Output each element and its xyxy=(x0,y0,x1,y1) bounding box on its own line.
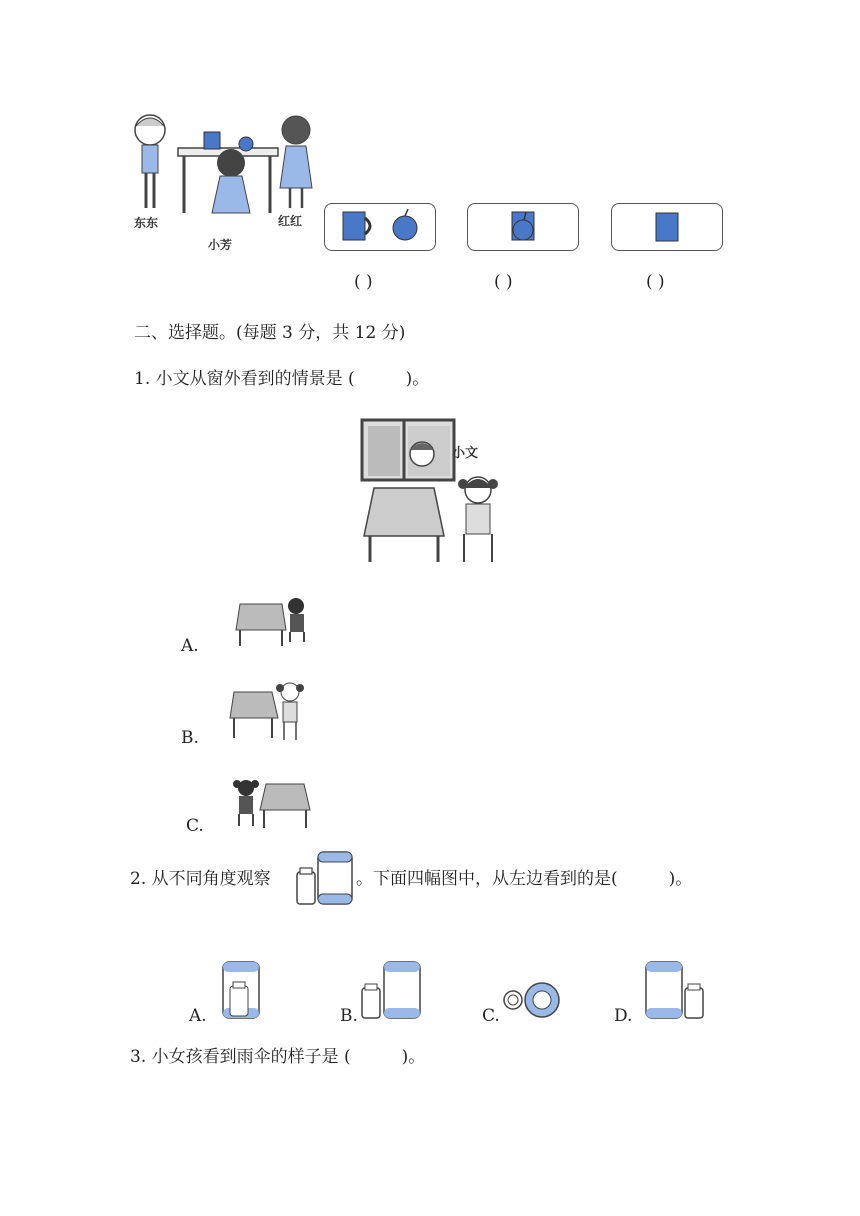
view-box-2 xyxy=(467,203,579,251)
q2-option-b-image[interactable] xyxy=(360,960,422,1022)
name-xiaowen: 小文 xyxy=(452,446,479,461)
name-dongdong: 东东 xyxy=(134,216,159,230)
question-3-text: 3. 小女孩看到雨伞的样子是 ( )。 xyxy=(130,1047,426,1067)
cup-only-icon xyxy=(612,204,722,250)
view-box-1 xyxy=(324,203,436,251)
q1-option-a-image[interactable] xyxy=(234,596,314,648)
q2-option-a-label[interactable]: A. xyxy=(189,1006,207,1026)
q1-option-c-image[interactable] xyxy=(228,776,318,832)
q1-option-c-label[interactable]: C. xyxy=(186,816,204,836)
cup-and-apple-icon xyxy=(325,204,435,250)
question-2-text-after: 。下面四幅图中，从左边看到的是( )。 xyxy=(356,869,693,889)
question-1-text: 1. 小文从窗外看到的情景是 ( )。 xyxy=(134,369,430,389)
section-heading: 二、选择题。(每题 3 分，共 12 分) xyxy=(134,323,406,343)
apple-in-front-of-cup-icon xyxy=(468,204,578,250)
scene-figure xyxy=(128,108,328,258)
q1-option-a-label[interactable]: A. xyxy=(181,636,199,656)
q2-bottles-figure xyxy=(294,846,356,908)
q1-option-b-image[interactable] xyxy=(228,680,318,744)
q2-option-c-image[interactable] xyxy=(500,982,564,1022)
q2-option-b-label[interactable]: B. xyxy=(340,1006,358,1026)
name-hong: 红红 xyxy=(278,214,303,228)
q2-option-a-image[interactable] xyxy=(220,960,264,1022)
q2-option-d-image[interactable] xyxy=(644,960,706,1022)
view-box-3 xyxy=(611,203,723,251)
answer-blank-1[interactable]: ( ) xyxy=(354,272,373,292)
q1-option-b-label[interactable]: B. xyxy=(181,728,199,748)
q2-option-c-label[interactable]: C. xyxy=(482,1006,500,1026)
answer-blank-2[interactable]: ( ) xyxy=(494,272,513,292)
question-2-text-before: 2. 从不同角度观察 xyxy=(130,869,271,889)
name-xiaofang: 小芳 xyxy=(208,238,233,252)
q1-window-scene xyxy=(360,418,510,568)
q2-option-d-label[interactable]: D. xyxy=(614,1006,633,1026)
answer-blank-3[interactable]: ( ) xyxy=(646,272,665,292)
window-table-girl-illustration xyxy=(360,418,510,568)
